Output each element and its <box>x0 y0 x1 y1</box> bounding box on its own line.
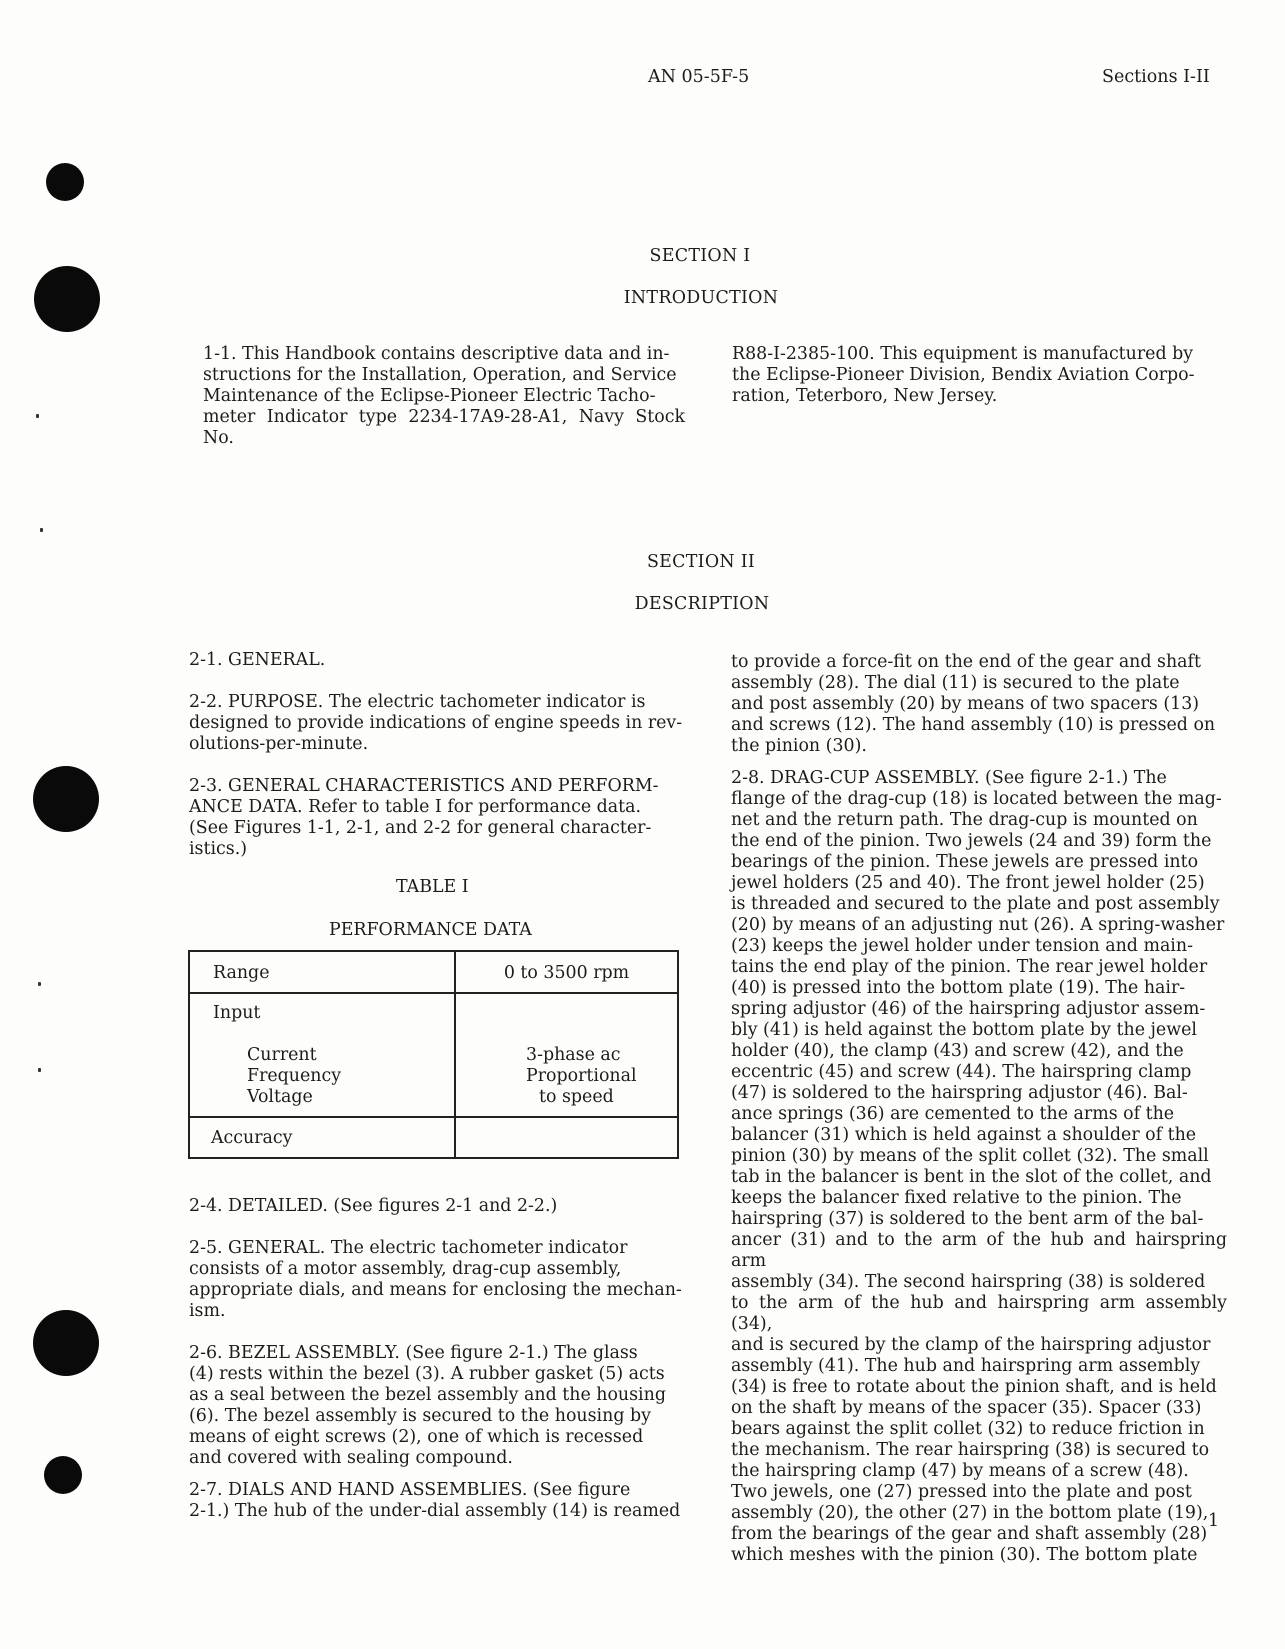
para-2-1 <box>189 650 683 671</box>
text-line: as a seal between the bezel assembly and the housing <box>189 1385 666 1405</box>
text-line: 2-1. GENERAL. <box>189 650 326 670</box>
para-2-7-continued <box>731 652 1227 757</box>
binder-hole-lower <box>33 1310 99 1376</box>
table-row <box>189 951 678 993</box>
range-value <box>455 951 678 993</box>
para-1-1-left <box>203 344 685 449</box>
para-1-1-right <box>732 344 1226 407</box>
text-line: pinion (30) by means of the split collet (32). The small <box>731 1146 1209 1166</box>
text-line: jewel holders (25 and 40). The front jewel holder (25) <box>731 873 1205 893</box>
text-line: ism. <box>189 1301 226 1321</box>
margin-mark <box>38 1068 41 1072</box>
text-line: keeps the balancer fixed relative to the pinion. The <box>731 1188 1182 1208</box>
text-line: (34) is free to rotate about the pinion shaft, and is held <box>731 1377 1217 1397</box>
section-1-title: SECTION I <box>649 246 751 266</box>
text-line: consists of a motor assembly, drag-cup assembly, <box>189 1259 622 1279</box>
text-line: means of eight screws (2), one of which is recessed <box>189 1427 644 1447</box>
text-line: ancer (31) and to the arm of the hub and hairspring arm <box>731 1230 1227 1271</box>
frequency-value: Proportional <box>526 1066 637 1086</box>
performance-table <box>188 950 679 1159</box>
table-subtitle: PERFORMANCE DATA <box>329 920 532 940</box>
text-line: 1-1. This Handbook contains descriptive data and in- <box>203 344 670 364</box>
text-line: (40) is pressed into the bottom plate (19). The hair- <box>731 978 1186 998</box>
range-label <box>189 951 455 993</box>
current-value: 3-phase ac <box>526 1045 621 1065</box>
text-line: eccentric (45) and screw (44). The hairspring clamp <box>731 1062 1192 1082</box>
cell-text: Range <box>213 963 270 983</box>
text-line: holder (40), the clamp (43) and screw (42), and the <box>731 1041 1184 1061</box>
text-line: structions for the Installation, Operation, and Service <box>203 365 677 385</box>
text-line: balancer (31) which is held against a shoulder of the <box>731 1125 1197 1145</box>
cell-text: Accuracy <box>211 1128 293 1148</box>
left-column-top <box>189 650 683 860</box>
text-line: 2-7. DIALS AND HAND ASSEMBLIES. (See figure <box>189 1480 631 1500</box>
text-line: and post assembly (20) by means of two spacers (13) <box>731 694 1200 714</box>
margin-mark <box>40 528 43 532</box>
para-2-2 <box>189 692 683 755</box>
para-2-5 <box>189 1238 683 1322</box>
para-2-4 <box>189 1196 683 1217</box>
input-values <box>455 993 678 1117</box>
margin-mark <box>36 414 39 418</box>
right-column <box>731 652 1227 1566</box>
text-line: (47) is soldered to the hairspring adjustor (46). Bal- <box>731 1083 1188 1103</box>
text-line: assembly (41). The hub and hairspring arm assembly <box>731 1356 1201 1376</box>
text-line: tab in the balancer is bent in the slot of the collet, and <box>731 1167 1212 1187</box>
left-column-bottom <box>189 1196 683 1522</box>
text-line: (4) rests within the bezel (3). A rubber gasket (5) acts <box>189 1364 665 1384</box>
para-2-7 <box>189 1480 683 1522</box>
text-line: the mechanism. The rear hairspring (38) is secured to <box>731 1440 1210 1460</box>
text-line: (23) keeps the jewel holder under tension and main- <box>731 936 1193 956</box>
table-row <box>189 1117 678 1158</box>
binder-hole-top <box>46 163 84 201</box>
text-line: and screws (12). The hand assembly (10) is pressed on <box>731 715 1216 735</box>
text-line: and is secured by the clamp of the hairspring adjustor <box>731 1335 1211 1355</box>
binder-hole-middle <box>33 766 99 832</box>
text-line: from the bearings of the gear and shaft assembly (28) <box>731 1524 1208 1544</box>
text-line: R88-I-2385-100. This equipment is manufactured by <box>732 344 1194 364</box>
section-range: Sections I-II <box>1102 67 1210 87</box>
text-line: bears against the split collet (32) to reduce friction in <box>731 1419 1205 1439</box>
voltage-value: to speed <box>539 1087 614 1107</box>
section-2-subtitle: DESCRIPTION <box>634 594 770 614</box>
text-line: assembly (34). The second hairspring (38) is soldered <box>731 1272 1206 1292</box>
text-line: the hairspring clamp (47) by means of a screw (48). <box>731 1461 1189 1481</box>
text-line: olutions-per-minute. <box>189 734 369 754</box>
text-line: to the arm of the hub and hairspring arm assembly (34), <box>731 1293 1227 1334</box>
text-line: appropriate dials, and means for enclosing the mechan- <box>189 1280 682 1300</box>
text-line: 2-1.) The hub of the under-dial assembly (14) is reamed <box>189 1501 681 1521</box>
text-line: hairspring (37) is soldered to the bent arm of the bal- <box>731 1209 1204 1229</box>
text-line: which meshes with the pinion (30). The bottom plate <box>731 1545 1198 1565</box>
binder-hole-bottom <box>44 1456 82 1494</box>
text-line: flange of the drag-cup (18) is located between the mag- <box>731 789 1222 809</box>
text-line: 2-2. PURPOSE. The electric tachometer indicator is <box>189 692 646 712</box>
text-line: bly (41) is held against the bottom plate by the jewel <box>731 1020 1197 1040</box>
para-2-6 <box>189 1343 683 1469</box>
text-line: 2-8. DRAG-CUP ASSEMBLY. (See figure 2-1.) The <box>731 768 1167 788</box>
text-line: to provide a force-fit on the end of the gear and shaft <box>731 652 1201 672</box>
text-line: tains the end play of the pinion. The rear jewel holder <box>731 957 1208 977</box>
text-line: 2-3. GENERAL CHARACTERISTICS AND PERFORM- <box>189 776 659 796</box>
text-line: istics.) <box>189 839 248 859</box>
text-line: designed to provide indications of engine speeds in rev- <box>189 713 683 733</box>
text-line: and covered with sealing compound. <box>189 1448 513 1468</box>
text-line: Maintenance of the Eclipse-Pioneer Electric Tacho- <box>203 386 656 406</box>
text-line: the end of the pinion. Two jewels (24 and 39) form the <box>731 831 1212 851</box>
text-line: spring adjustor (46) of the hairspring adjustor assem- <box>731 999 1206 1019</box>
table-row <box>189 993 678 1117</box>
text-line: 2-6. BEZEL ASSEMBLY. (See figure 2-1.) The glass <box>189 1343 638 1363</box>
text-line: the Eclipse-Pioneer Division, Bendix Aviation Corpo- <box>732 365 1195 385</box>
text-line: ration, Teterboro, New Jersey. <box>732 386 998 406</box>
text-line: on the shaft by means of the spacer (35). Spacer (33) <box>731 1398 1202 1418</box>
accuracy-value <box>455 1117 678 1158</box>
para-2-8 <box>731 768 1227 1566</box>
page-number: 1 <box>1208 1511 1220 1531</box>
text-line: Two jewels, one (27) pressed into the plate and post <box>731 1482 1192 1502</box>
section-2-title: SECTION II <box>646 552 756 572</box>
margin-mark <box>38 982 41 986</box>
text-line: 2-5. GENERAL. The electric tachometer indicator <box>189 1238 628 1258</box>
text-line: (6). The bezel assembly is secured to the housing by <box>189 1406 651 1426</box>
para-2-3 <box>189 776 683 860</box>
accuracy-label <box>189 1117 455 1158</box>
frequency-label: Frequency <box>247 1066 342 1086</box>
input-label: Input <box>213 1003 261 1023</box>
text-line: (See Figures 1-1, 2-1, and 2-2 for general character- <box>189 818 652 838</box>
text-line: assembly (20), the other (27) in the bottom plate (19), <box>731 1503 1209 1523</box>
table-title: TABLE I <box>396 877 469 897</box>
doc-number: AN 05-5F-5 <box>648 67 750 87</box>
text-line: ANCE DATA. Refer to table I for performance data. <box>189 797 642 817</box>
text-line: net and the return path. The drag-cup is mounted on <box>731 810 1198 830</box>
text-line: (20) by means of an adjusting nut (26). A spring-washer <box>731 915 1225 935</box>
cell-text: 0 to 3500 rpm <box>503 963 630 983</box>
text-line: bearings of the pinion. These jewels are pressed into <box>731 852 1199 872</box>
text-line: ance springs (36) are cemented to the arms of the <box>731 1104 1175 1124</box>
current-label: Current <box>247 1045 317 1065</box>
voltage-label: Voltage <box>247 1087 313 1107</box>
text-line: meter Indicator type 2234-17A9-28-A1, Navy Stock No. <box>203 407 685 448</box>
text-line: the pinion (30). <box>731 736 867 756</box>
text-line: 2-4. DETAILED. (See figures 2-1 and 2-2.) <box>189 1196 558 1216</box>
input-labels <box>189 993 455 1117</box>
section-1-subtitle: INTRODUCTION <box>623 288 779 308</box>
text-line: assembly (28). The dial (11) is secured to the plate <box>731 673 1180 693</box>
text-line: is threaded and secured to the plate and post assembly <box>731 894 1220 914</box>
